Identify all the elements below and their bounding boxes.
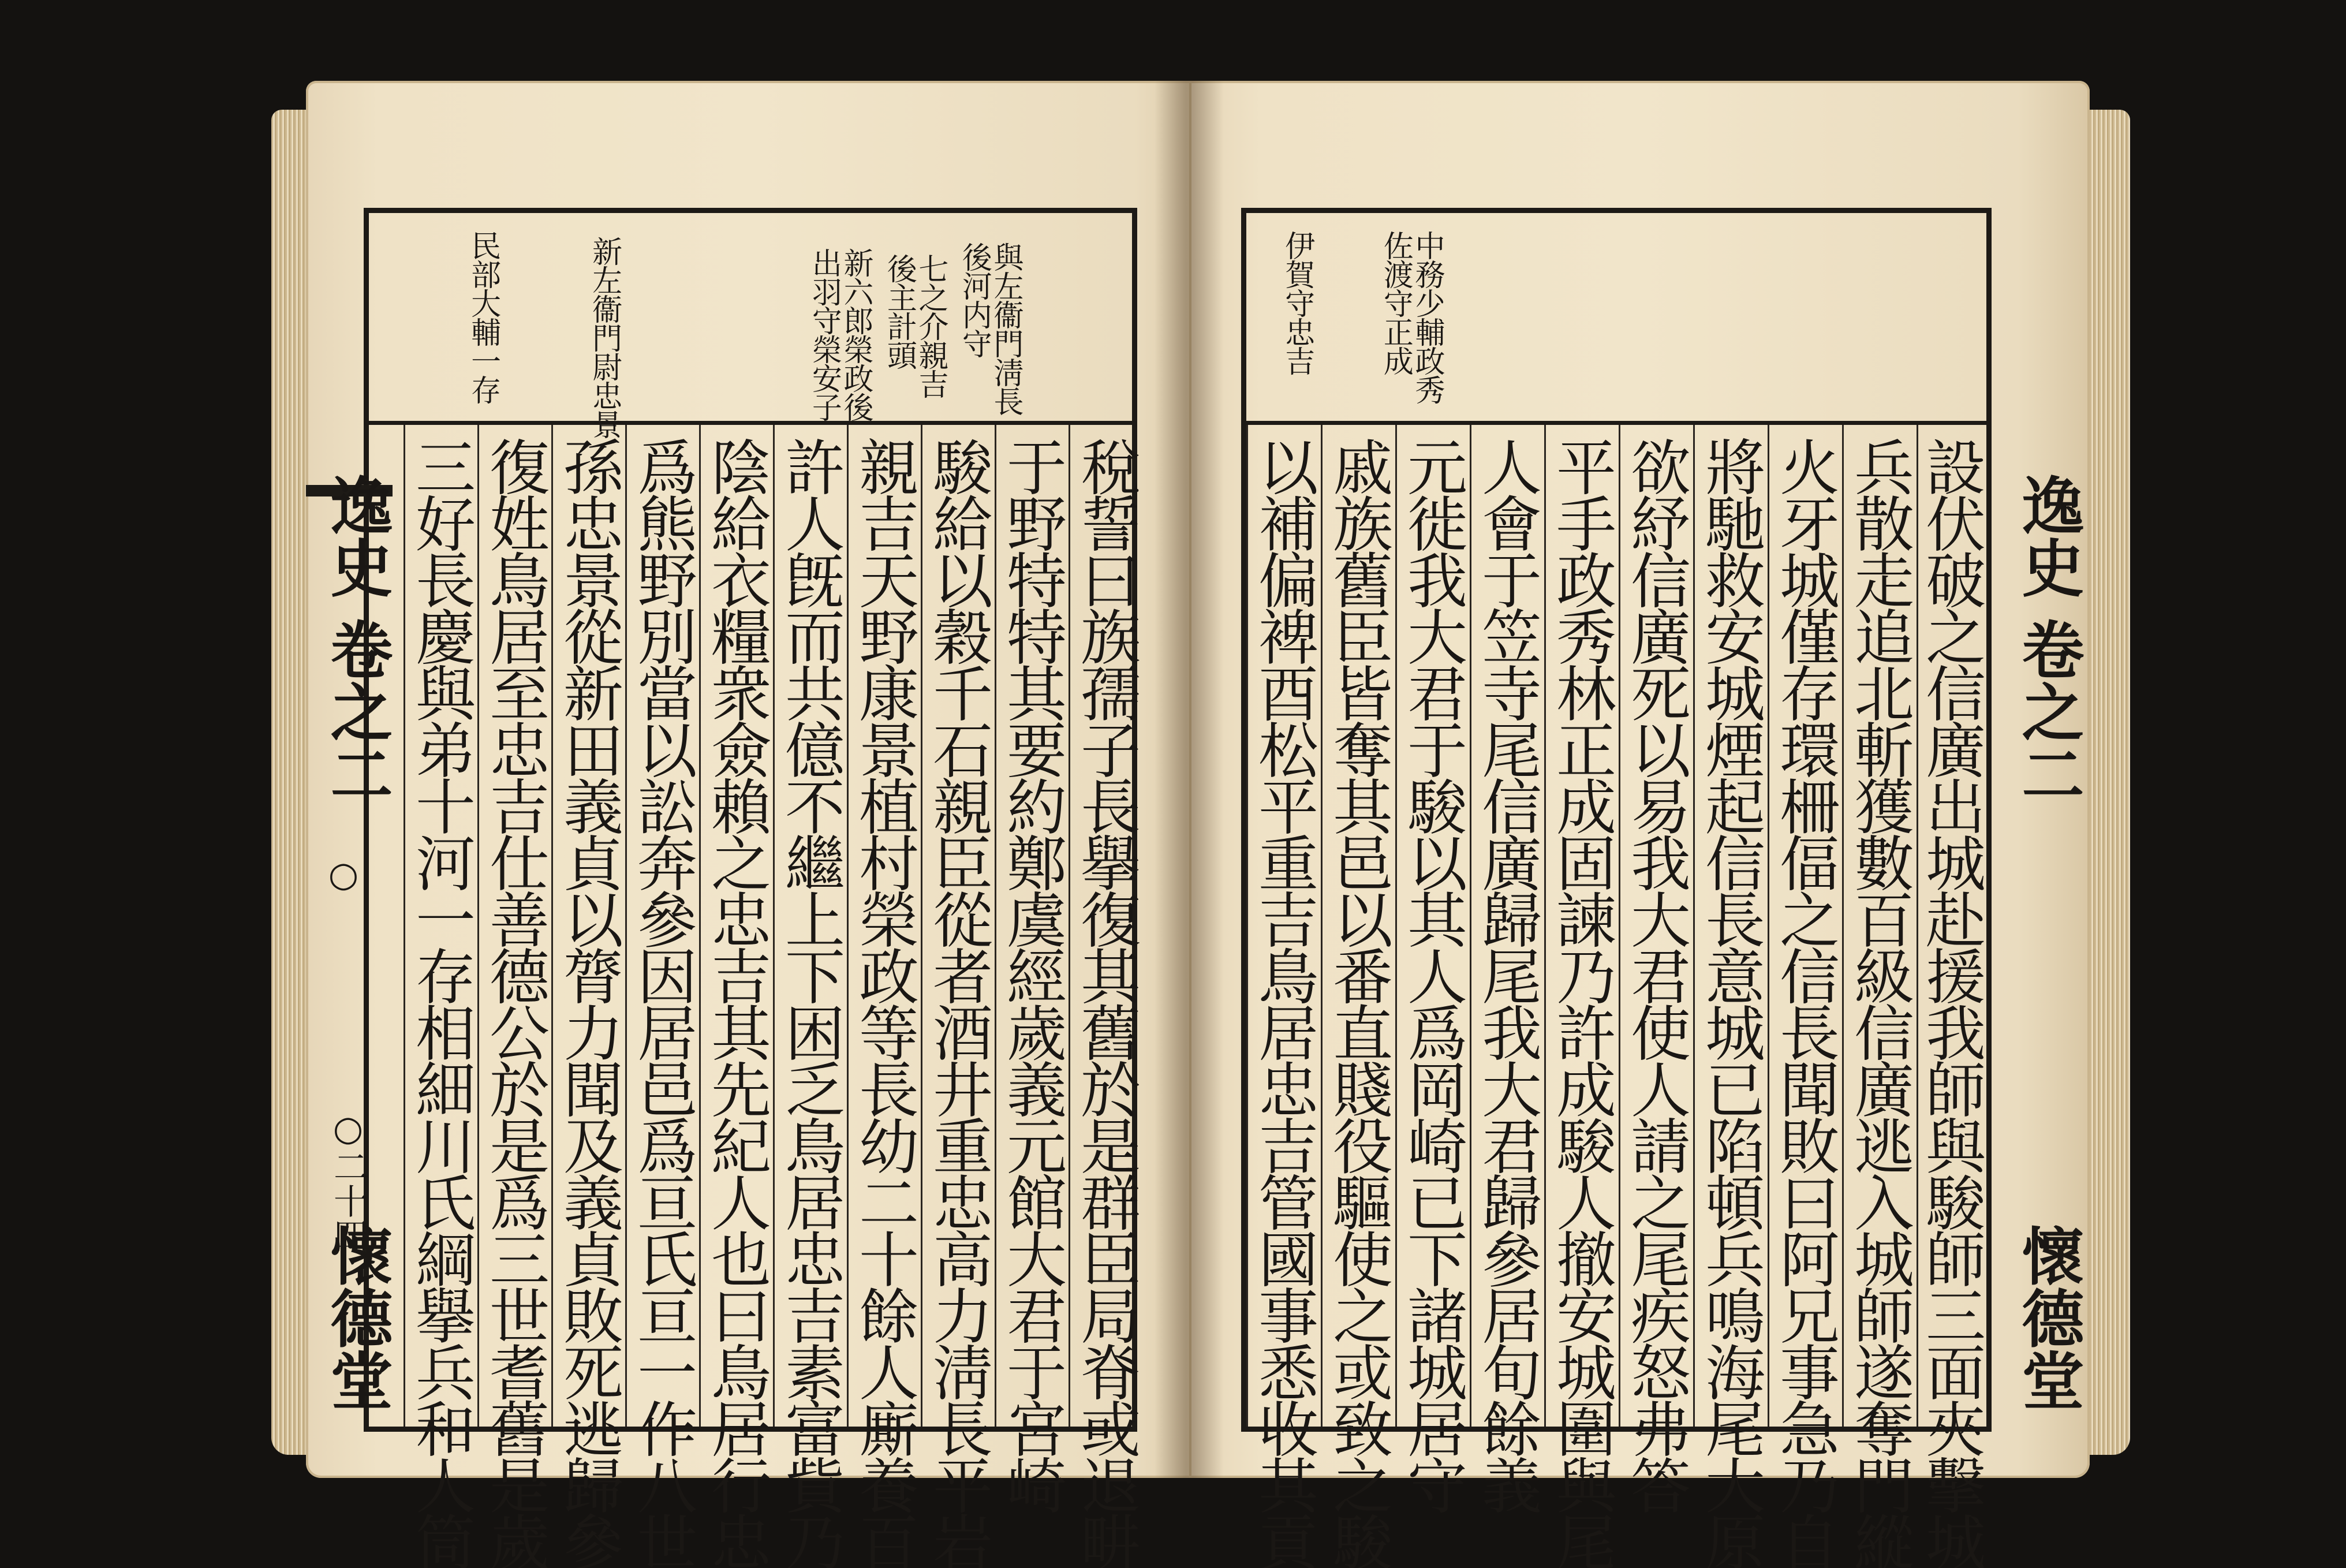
left-margin-circle: ○ [323, 854, 364, 895]
right-text-col-10: 設伏破之信廣出城赴援我師與駿師三面夾擊城 [1915, 436, 1986, 1568]
left-text-col-8: 駿給以穀千石親臣從者酒井重忠高力淸長平岩 [922, 436, 993, 1568]
right-text-col-3: 元徙我大君于駿以其人爲岡崎已下諸城居守 [1397, 436, 1467, 1511]
left-text-col-4: 爲熊野別當以訟奔參因居邑爲亘氏亘一作八世 [627, 436, 697, 1568]
right-text-col-2: 戚族舊臣皆奪其邑以番直賤役驅使之或致之駿 [1323, 436, 1393, 1568]
right-header-band [1246, 213, 1986, 425]
open-book [271, 81, 2136, 1568]
left-margin-volume: 卷之二 [320, 618, 393, 805]
book-gutter [1155, 81, 1224, 1478]
right-fore-edge [2090, 110, 2130, 1455]
left-margin-title: 逸史 [320, 473, 393, 598]
left-text-col-10: 稅誓曰族孺子長擧復其舊於是群臣局脊或退畊 [1070, 436, 1141, 1568]
right-header-col-2: 中務少輔政秀佐渡守正成 [1378, 230, 1444, 404]
right-text-col-1: 以補偏裨酉松平重吉鳥居忠吉管國事悉收其貢 [1248, 436, 1318, 1568]
left-text-frame [364, 208, 1141, 1568]
right-margin-title: 逸史 [2011, 473, 2084, 598]
left-header-col-3: 新六郎榮政後出羽守榮安子 [806, 248, 873, 421]
right-page [1189, 81, 2090, 1568]
right-column-grid [1246, 425, 1986, 1568]
left-margin-page-number: ○二十四 [328, 1108, 368, 1253]
right-header-col-1: 伊賀守忠吉 [1279, 230, 1314, 375]
left-text-col-1: 三好長慶與弟十河一存相細川氏綱擧兵和人筒 [405, 436, 476, 1568]
right-text-col-4: 人會于笠寺尾信廣歸尾我大君歸參居旬餘義 [1471, 436, 1542, 1511]
right-text-col-8: 火牙城僅存環柵偪之信長聞敗曰阿兄事急乃自 [1769, 436, 1840, 1568]
right-text-col-6: 欲紓信廣死以易我大君使人請之尾疾怒弗答 [1620, 436, 1691, 1511]
left-text-col-6: 許人旣而共億不繼上下困乏鳥居忠吉素富貲乃 [775, 436, 845, 1568]
right-margin-volume: 卷之二 [2011, 618, 2084, 805]
left-text-col-3: 孫忠景從新田義貞以膂力聞及義貞敗死逃歸參 [553, 436, 623, 1568]
left-header-col-4: 七之介親吉後主計頭 [881, 253, 948, 398]
left-header-col-1: 民部大輔一存 [465, 230, 500, 404]
right-text-col-7: 將馳救安城煙起信長意城已陷頓兵鳴海尾大原 [1695, 436, 1765, 1568]
left-page [306, 81, 1206, 1568]
left-text-col-5: 陰給衣糧衆僉賴之忠吉其先紀人也曰鳥居行忠 [701, 436, 771, 1568]
right-margin-publisher: 懷德堂 [2011, 1224, 2084, 1411]
left-margin-publisher: 懷德堂 [320, 1224, 393, 1411]
left-text-col-9: 于野特特其要約鄭虞經歲義元館大君于宮崎 [996, 436, 1067, 1511]
right-text-col-9: 兵散走追北斬獲數百級信廣逃入城師遂奪門縱 [1844, 436, 1914, 1568]
left-header-col-5: 與左衞門淸長後河内守 [957, 242, 1023, 415]
left-text-col-7: 親吉天野康景植村榮政等長幼二十餘人廝養百 [849, 436, 919, 1568]
left-header-col-2: 新左衞門尉忠景 [586, 236, 622, 438]
left-text-col-2: 復姓鳥居至忠吉仕善德公於是爲三世耆舊是歲 [479, 436, 550, 1568]
left-column-grid [404, 425, 1141, 1568]
right-text-col-5: 平手政秀林正成固諫乃許成駿人撤安城圍與尾 [1546, 436, 1616, 1568]
right-text-frame [1241, 208, 1992, 1568]
